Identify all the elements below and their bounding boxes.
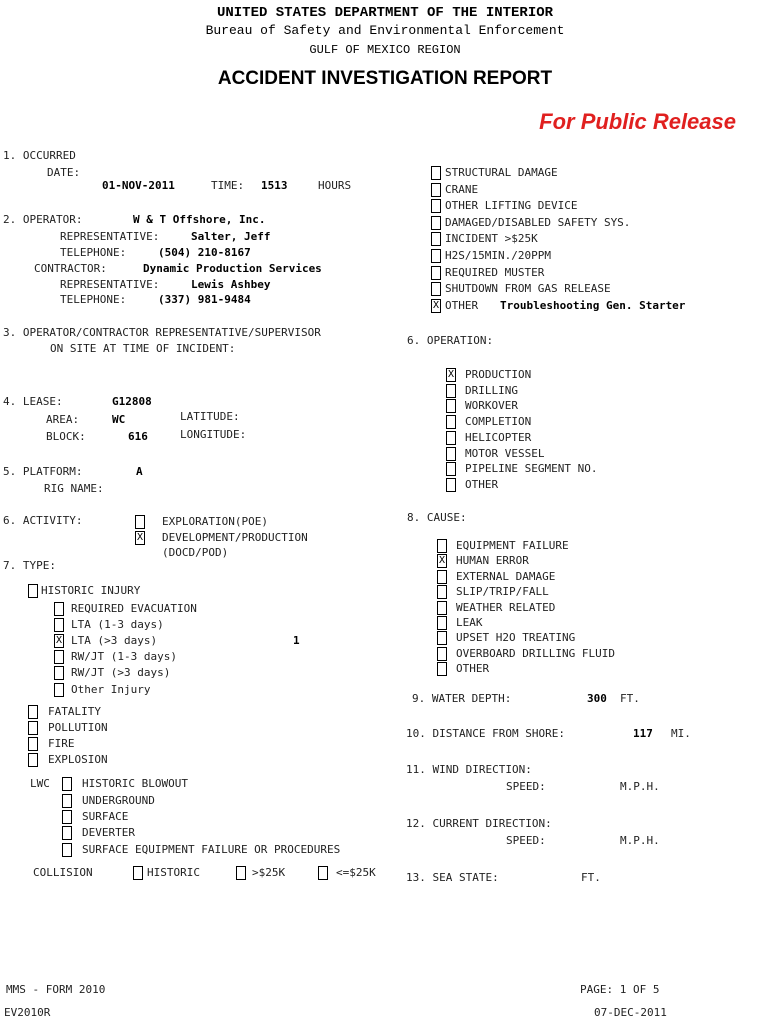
water-depth-label: 9. WATER DEPTH: bbox=[412, 692, 512, 705]
contractor-value: Dynamic Production Services bbox=[143, 262, 322, 275]
operator-rep-value: Salter, Jeff bbox=[191, 230, 271, 243]
right-list-item-label: STRUCTURAL DAMAGE bbox=[445, 166, 558, 179]
deverter-label: DEVERTER bbox=[82, 826, 135, 839]
right-list-item-label: H2S/15MIN./20PPM bbox=[445, 249, 551, 262]
req-evac-label: REQUIRED EVACUATION bbox=[71, 602, 197, 615]
op-list-checkbox[interactable] bbox=[446, 384, 456, 398]
cause-list-checkbox[interactable] bbox=[437, 631, 447, 645]
fire-checkbox[interactable] bbox=[28, 737, 38, 751]
surf-equip-label: SURFACE EQUIPMENT FAILURE OR PROCEDURES bbox=[82, 843, 341, 856]
right-list-item-label: OTHER LIFTING DEVICE bbox=[445, 199, 578, 213]
cause-list-item-label: SLIP/TRIP/FALL bbox=[456, 585, 549, 599]
collision-le25k-label: <=$25K bbox=[336, 866, 376, 879]
rw13-label: RW/JT (1-3 days) bbox=[71, 650, 177, 663]
underground-checkbox[interactable] bbox=[62, 794, 72, 808]
development-label: DEVELOPMENT/PRODUCTION bbox=[162, 531, 308, 544]
underground-label: UNDERGROUND bbox=[82, 794, 155, 807]
area-value: WC bbox=[112, 413, 126, 426]
rw3-checkbox[interactable] bbox=[54, 666, 64, 680]
block-label: BLOCK: bbox=[46, 430, 86, 443]
op-list-item-label: DRILLING bbox=[465, 383, 518, 397]
docd-label: (DOCD/POD) bbox=[162, 546, 229, 559]
op-list-item-label: MOTOR VESSEL bbox=[465, 446, 545, 460]
block-value: 616 bbox=[128, 430, 148, 443]
collision-gt25k-label: >$25K bbox=[252, 866, 286, 879]
cause-list-item-label: OVERBOARD DRILLING FLUID bbox=[456, 646, 615, 660]
right-list-item-label: DAMAGED/DISABLED SAFETY SYS. bbox=[445, 215, 631, 229]
supervisor-label-2: ON SITE AT TIME OF INCIDENT: bbox=[50, 342, 236, 355]
wind-speed-unit: M.P.H. bbox=[620, 780, 660, 793]
right-list-item-label: CRANE bbox=[445, 182, 479, 196]
lwc-label: LWC bbox=[30, 777, 50, 790]
rig-name-label: RIG NAME: bbox=[44, 482, 104, 495]
current-direction-label: 12. CURRENT DIRECTION: bbox=[406, 817, 552, 830]
form-number: MMS - FORM 2010 bbox=[6, 983, 106, 996]
collision-historic-checkbox[interactable] bbox=[133, 866, 143, 880]
operation-label: 6. OPERATION: bbox=[407, 334, 494, 347]
cause-list-checkbox[interactable] bbox=[437, 647, 447, 661]
lease-value: G12808 bbox=[112, 395, 152, 408]
op-list-item-label: HELICOPTER bbox=[465, 430, 532, 444]
cause-list-item-label: HUMAN ERROR bbox=[456, 554, 529, 568]
contractor-label: CONTRACTOR: bbox=[34, 262, 107, 275]
operator-tel-label: TELEPHONE: bbox=[60, 246, 127, 259]
operator-label: 2. OPERATOR: bbox=[3, 213, 83, 226]
explosion-checkbox[interactable] bbox=[28, 753, 38, 767]
hist-blowout-label: HISTORIC BLOWOUT bbox=[82, 777, 188, 790]
fatality-checkbox[interactable] bbox=[28, 705, 38, 719]
pollution-label: POLLUTION bbox=[48, 721, 108, 734]
time-value: 1513 bbox=[261, 179, 288, 192]
cause-list-checkbox[interactable]: X bbox=[438, 555, 446, 567]
lta3-count: 1 bbox=[293, 634, 300, 647]
cause-list-item-label: EXTERNAL DAMAGE bbox=[456, 569, 556, 583]
activity-label: 6. ACTIVITY: bbox=[3, 514, 83, 527]
historic-injury-checkbox[interactable] bbox=[28, 584, 38, 598]
other-injury-checkbox[interactable] bbox=[54, 683, 64, 697]
page-number: PAGE: 1 OF 5 bbox=[580, 983, 660, 996]
right-list-checkbox[interactable] bbox=[431, 216, 441, 230]
right-list-checkbox[interactable] bbox=[431, 266, 441, 280]
operator-value: W & T Offshore, Inc. bbox=[133, 213, 266, 226]
exploration-checkbox[interactable] bbox=[135, 515, 145, 529]
right-list-item-label: INCIDENT >$25K bbox=[445, 232, 538, 246]
op-list-checkbox[interactable] bbox=[446, 478, 456, 492]
right-list-checkbox[interactable] bbox=[431, 282, 441, 296]
lta3-checkbox[interactable]: X bbox=[55, 635, 63, 646]
historic-injury-label: HISTORIC INJURY bbox=[41, 584, 141, 597]
op-list-checkbox[interactable] bbox=[446, 462, 456, 476]
right-list-checkbox[interactable]: X bbox=[432, 299, 440, 311]
sea-state-label: 13. SEA STATE: bbox=[406, 871, 499, 884]
distance-value: 117 bbox=[633, 727, 653, 740]
other-detail: Troubleshooting Gen. Starter bbox=[500, 299, 686, 312]
cause-list-checkbox[interactable] bbox=[437, 662, 447, 676]
right-list-item-label: SHUTDOWN FROM GAS RELEASE bbox=[445, 282, 611, 296]
distance-unit: MI. bbox=[671, 727, 691, 740]
region-heading: GULF OF MEXICO REGION bbox=[309, 43, 461, 57]
collision-label: COLLISION bbox=[33, 866, 93, 879]
water-depth-value: 300 bbox=[587, 692, 607, 705]
req-evac-checkbox[interactable] bbox=[54, 602, 64, 616]
lease-label: 4. LEASE: bbox=[3, 395, 63, 408]
right-list-checkbox[interactable] bbox=[431, 249, 441, 263]
report-title: ACCIDENT INVESTIGATION REPORT bbox=[217, 68, 553, 89]
contractor-rep-value: Lewis Ashbey bbox=[191, 278, 271, 291]
deverter-checkbox[interactable] bbox=[62, 826, 72, 840]
operator-rep-label: REPRESENTATIVE: bbox=[60, 230, 160, 243]
cause-list-checkbox[interactable] bbox=[437, 539, 447, 553]
operator-tel-value: (504) 210-8167 bbox=[158, 246, 251, 259]
sea-state-unit: FT. bbox=[581, 871, 601, 884]
right-list-checkbox[interactable] bbox=[431, 232, 441, 246]
occurred-label: 1. OCCURRED bbox=[3, 149, 76, 162]
cause-label: 8. CAUSE: bbox=[407, 511, 467, 524]
cause-list-checkbox[interactable] bbox=[437, 570, 447, 584]
op-list-checkbox[interactable]: X bbox=[447, 369, 455, 380]
right-list-checkbox[interactable] bbox=[431, 199, 441, 213]
hist-blowout-checkbox[interactable] bbox=[62, 777, 72, 791]
type-label: 7. TYPE: bbox=[3, 559, 56, 572]
lta13-checkbox[interactable] bbox=[54, 618, 64, 632]
cause-list-checkbox[interactable] bbox=[437, 601, 447, 615]
area-label: AREA: bbox=[46, 413, 80, 426]
distance-label: 10. DISTANCE FROM SHORE: bbox=[406, 727, 565, 740]
water-depth-unit: FT. bbox=[620, 692, 640, 705]
collision-le25k-checkbox[interactable] bbox=[318, 866, 328, 880]
report-date: 07-DEC-2011 bbox=[594, 1006, 667, 1019]
right-list-item-label: REQUIRED MUSTER bbox=[445, 265, 545, 279]
fatality-label: FATALITY bbox=[48, 705, 101, 718]
op-list-checkbox[interactable] bbox=[446, 415, 456, 429]
surface-label: SURFACE bbox=[82, 810, 129, 823]
other-injury-label: Other Injury bbox=[71, 683, 151, 696]
current-speed-unit: M.P.H. bbox=[620, 834, 660, 847]
cause-list-checkbox[interactable] bbox=[437, 585, 447, 599]
latitude-label: LATITUDE: bbox=[180, 410, 240, 423]
development-checkbox[interactable]: X bbox=[136, 532, 144, 543]
op-list-checkbox[interactable] bbox=[446, 447, 456, 461]
wind-direction-label: 11. WIND DIRECTION: bbox=[406, 763, 532, 776]
op-list-item-label: COMPLETION bbox=[465, 415, 532, 429]
longitude-label: LONGITUDE: bbox=[180, 428, 247, 441]
platform-value: A bbox=[136, 465, 143, 478]
cause-list-item-label: OTHER bbox=[456, 662, 490, 676]
op-list-checkbox[interactable] bbox=[446, 431, 456, 445]
op-list-item-label: WORKOVER bbox=[465, 399, 518, 413]
lta3-label: LTA (>3 days) bbox=[71, 634, 158, 647]
collision-historic-label: HISTORIC bbox=[147, 866, 200, 879]
rw13-checkbox[interactable] bbox=[54, 650, 64, 664]
pollution-checkbox[interactable] bbox=[28, 721, 38, 735]
cause-list-item-label: UPSET H2O TREATING bbox=[456, 631, 576, 645]
contractor-rep-label: REPRESENTATIVE: bbox=[60, 278, 160, 291]
exploration-label: EXPLORATION(POE) bbox=[162, 515, 268, 528]
bureau-heading: Bureau of Safety and Environmental Enforcement bbox=[205, 23, 565, 38]
wind-speed-label: SPEED: bbox=[506, 780, 546, 793]
surface-checkbox[interactable] bbox=[62, 810, 72, 824]
platform-label: 5. PLATFORM: bbox=[3, 465, 83, 478]
cause-list-item-label: WEATHER RELATED bbox=[456, 600, 556, 614]
supervisor-label-1: 3. OPERATOR/CONTRACTOR REPRESENTATIVE/SUPERVISOR bbox=[3, 326, 321, 339]
surf-equip-checkbox[interactable] bbox=[62, 843, 72, 857]
current-speed-label: SPEED: bbox=[506, 834, 546, 847]
cause-list-item-label: EQUIPMENT FAILURE bbox=[456, 539, 569, 552]
public-release-label: For Public Release bbox=[539, 109, 736, 134]
contractor-tel-value: (337) 981-9484 bbox=[158, 293, 251, 306]
lta13-label: LTA (1-3 days) bbox=[71, 618, 164, 631]
right-list-checkbox[interactable] bbox=[431, 166, 441, 180]
time-label: TIME: bbox=[211, 179, 245, 192]
op-list-item-label: PIPELINE SEGMENT NO. bbox=[465, 462, 598, 476]
date-label: DATE: bbox=[47, 166, 81, 179]
op-list-item-label: OTHER bbox=[465, 477, 499, 491]
report-code: EV2010R bbox=[4, 1006, 51, 1019]
rw3-label: RW/JT (>3 days) bbox=[71, 666, 171, 679]
right-list-checkbox[interactable] bbox=[431, 183, 441, 197]
department-heading: UNITED STATES DEPARTMENT OF THE INTERIOR bbox=[216, 5, 554, 21]
right-list-item-label: OTHER bbox=[445, 298, 479, 312]
explosion-label: EXPLOSION bbox=[48, 753, 108, 766]
op-list-checkbox[interactable] bbox=[446, 399, 456, 413]
op-list-item-label: PRODUCTION bbox=[465, 368, 532, 381]
date-value: 01-NOV-2011 bbox=[102, 179, 175, 192]
collision-gt25k-checkbox[interactable] bbox=[236, 866, 246, 880]
cause-list-item-label: LEAK bbox=[456, 616, 483, 629]
cause-list-checkbox[interactable] bbox=[437, 616, 447, 630]
contractor-tel-label: TELEPHONE: bbox=[60, 293, 127, 306]
fire-label: FIRE bbox=[48, 737, 75, 750]
hours-label: HOURS bbox=[318, 179, 352, 192]
